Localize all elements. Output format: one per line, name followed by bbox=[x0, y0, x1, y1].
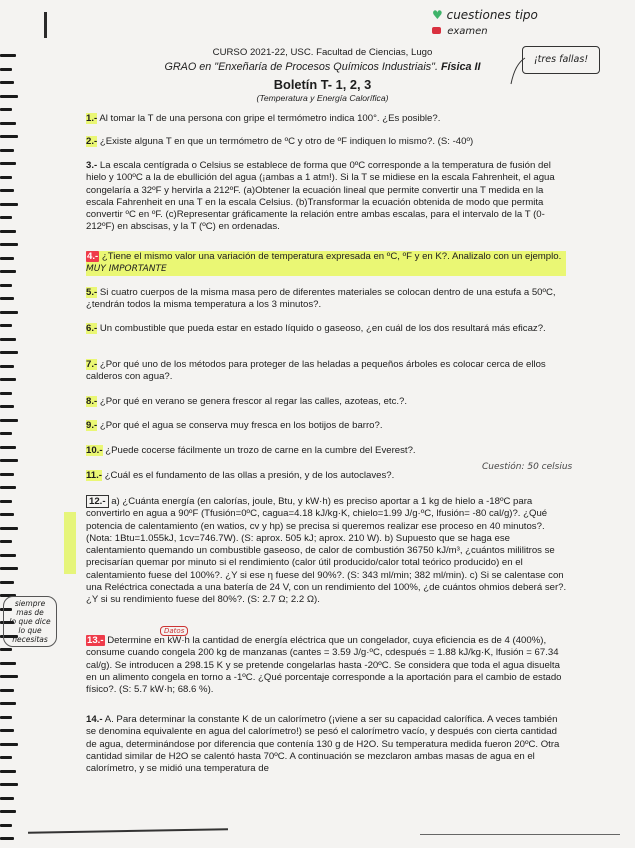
binder-mark bbox=[0, 230, 16, 233]
annotation-small-box: Datos bbox=[160, 626, 188, 636]
binder-mark bbox=[0, 243, 18, 246]
question-12: 12.- a) ¿Cuánta energía (en calorías, joule, Btu, y kW·h) es preciso aportar a 1 kg de hielo a -18ºC para convertirlo en agua a 90ºF (Tfusión=0ºC, cagua=4.18 kJ/kg·K, chielo=1.99 J/g·ºC, lfusión= -80 cal/g)?. ¿Qué potencia de calentamiento (en watios, cv y hp) se precisa si queremos realizar ese proceso en 40 minutos?. (Nota: 1Btu=1.055kJ, 1cv=746.7W). (S: aprox. 505 kJ; aprox. 210 W). b) Supuesto que se haga ese calentamiento quemando un combustible gaseoso, de calor de combustión 36750 kJ/m³, ¿cuántos mililitros se precisarían quemar por minuto si el rendimiento (calor útil producido/calor total teórico producido) en el calentamiento fuese del 100%?. ¿Y si ese η fuese del 90%?. (S: 343 ml/min; 382 ml/min). c) Si se calentase con una Reléctrica conectada a una batería de 24 V, con un rendimiento del 100%, ¿de cuántos ohmios deberá ser?. ¿Y si su rendimiento fuese del 80%?. (S: 2.7 Ω; 2.2 Ω). bbox=[86, 496, 567, 606]
binder-mark bbox=[0, 203, 18, 206]
binder-mark bbox=[0, 810, 16, 813]
binder-mark bbox=[0, 257, 14, 260]
binder-mark bbox=[0, 756, 12, 759]
binder-mark bbox=[0, 648, 12, 651]
question-2: 2.- ¿Existe alguna T en que un termómetro de ºC y otro de ºF indiquen lo mismo?. (S: -40º) bbox=[86, 136, 474, 147]
binder-mark bbox=[0, 338, 16, 341]
binder-mark bbox=[0, 216, 12, 219]
binder-mark bbox=[0, 837, 14, 840]
annotation-examen: examen bbox=[432, 26, 488, 37]
binder-mark bbox=[0, 122, 16, 125]
binder-mark bbox=[0, 176, 12, 179]
binder-mark bbox=[0, 405, 14, 408]
question-1: 1.- Al tomar la T de una persona con gripe el termómetro indica 100°. ¿Es posible?. bbox=[86, 113, 441, 124]
binder-mark bbox=[0, 432, 12, 435]
binder-mark bbox=[0, 459, 18, 462]
binder-mark bbox=[0, 311, 18, 314]
binder-mark bbox=[0, 689, 14, 692]
binder-mark bbox=[0, 702, 16, 705]
binder-mark bbox=[0, 743, 18, 746]
binder-mark bbox=[0, 783, 18, 786]
binder-mark bbox=[0, 662, 16, 665]
green-margin-highlight bbox=[64, 512, 76, 574]
question-10: 10.- ¿Puede cocerse fácilmente un trozo de carne en la cumbre del Everest?. bbox=[86, 445, 416, 456]
annotation-tres-fallas: ¡tres fallas! bbox=[522, 46, 600, 74]
binder-mark bbox=[0, 729, 14, 732]
question-5: 5.- Si cuatro cuerpos de la misma masa pero de diferentes materiales se colocan dentro de una estufa a 50ºC, ¿tendrán todos la misma temperatura a los 3 minutos?. bbox=[86, 287, 556, 311]
binder-mark bbox=[0, 486, 16, 489]
binder-mark bbox=[0, 770, 16, 773]
page-title: Boletín T- 1, 2, 3 bbox=[273, 77, 372, 92]
binder-mark bbox=[0, 567, 18, 570]
binder-mark bbox=[0, 297, 14, 300]
binder-holes bbox=[0, 0, 22, 848]
question-8: 8.- ¿Por qué en verano se genera frescor al regar las calles, azoteas, etc.?. bbox=[86, 396, 408, 407]
course-line: CURSO 2021-22, USC. Facultad de Ciencias, Lugo bbox=[212, 47, 433, 58]
annotation-side-note: siempre mas de lo que dice lo que necesitas bbox=[3, 596, 57, 647]
degree-line bbox=[0, 61, 635, 73]
binder-mark bbox=[0, 675, 18, 678]
bottom-pen-stroke-right bbox=[420, 834, 620, 835]
binder-mark bbox=[0, 392, 12, 395]
binder-mark bbox=[0, 824, 12, 827]
binder-mark bbox=[0, 554, 16, 557]
question-9: 9.- ¿Por qué el agua se conserva muy fresca en los botijos de barro?. bbox=[86, 420, 383, 431]
binder-mark bbox=[0, 527, 18, 530]
annotation-muy-importante: MUY IMPORTANTE bbox=[86, 264, 167, 275]
question-4: 4.- ¿Tiene el mismo valor una variación de temperatura expresada en ºC, ºF y en K?. Analizalo con un ejemplo. MUY IMPORTANTE bbox=[86, 251, 566, 276]
binder-mark bbox=[0, 284, 12, 287]
binder-mark bbox=[0, 446, 16, 449]
binder-mark bbox=[0, 797, 14, 800]
question-7: 7.- ¿Por qué uno de los métodos para proteger de las heladas a pequeños árboles es colocar cerca de ellos calderos con agua?. bbox=[86, 359, 546, 383]
annotation-cuestiones: ♥ cuestiones tipo bbox=[432, 8, 538, 22]
binder-mark bbox=[0, 581, 14, 584]
bottom-pen-stroke bbox=[28, 828, 228, 833]
binder-mark bbox=[0, 135, 18, 138]
question-14: 14.- A. Para determinar la constante K de un calorímetro (¡viene a ser su capacidad calorífica. A veces también se denomina equivalente en agua del calorímetro!) se pesó el calorímetro vacío, y después con cierta cantidad de agua, determinándose por diferencia que contenía 130 g de H2O. Su temperatura medida fueron 20ºC. Otra cantidad similar de H2O se calentó hasta 70ºC. A continuación se mezclaron ambas masas de agua en el calorímetro, y se midió una temperatura de bbox=[86, 714, 560, 775]
binder-mark bbox=[0, 351, 18, 354]
binder-mark bbox=[0, 108, 12, 111]
question-3: 3.- La escala centígrada o Celsius se establece de forma que 0ºC corresponde a la temperatura de fusión del hielo y 100ºC a la de ebullición del agua (¡ambas a 1 atm!). Si la T se midiese en la escala Fahrenheit, el agua congelaría a 32ºF y hervirla a 212ºF. (a)Obtener la ecuación lineal que permite convertir una T medida en la escala Fahrenheit en una T en la escala Celsius. (b)Transformar la ecuación obtenida de modo que permita convertir ºC en ºF. (c)Representar gráficamente la relación entre ambas escalas, para el intervalo de la T (0-212ºF) en abscisas, y la T (ºC) en ordenadas. bbox=[86, 160, 555, 233]
degree-text: GRAO en "Enxeñaría de Procesos Químicos Industriais". bbox=[164, 61, 438, 73]
question-6: 6.- Un combustible que pueda estar en estado líquido o gaseoso, ¿en cuál de los dos resultará más eficaz?. bbox=[86, 323, 546, 334]
binder-mark bbox=[0, 473, 14, 476]
page-subtitle: (Temperatura y Energía Calorífica) bbox=[256, 93, 389, 103]
binder-mark bbox=[0, 716, 12, 719]
binder-mark bbox=[0, 324, 12, 327]
question-13: 13.- Determine en kW·h la cantidad de energía eléctrica que un congelador, cuya eficiencia es de 4 (400%), consume cuando congela 200 kg de manzanas (cantes = 3.59 J/g·ºC, cdespués = 1.88 kJ/kg·K, lfusión = 67.34 cal/g). Se introducen a 298.15 K y se pretende congelarlas hasta -20ºC. Se considera que toda el agua disuelta en un alimento congela en torno a -1ºC. ¿Qué porcentaje corresponde a la aportación para el cambio de estado físico?. (S: 5.7 kW·h; 68.6 %). bbox=[86, 635, 562, 696]
binder-mark bbox=[0, 270, 16, 273]
binder-mark bbox=[0, 378, 16, 381]
subject-text: Física II bbox=[440, 61, 481, 73]
binder-mark bbox=[0, 500, 12, 503]
binder-mark bbox=[0, 419, 18, 422]
binder-mark bbox=[0, 365, 14, 368]
binder-mark bbox=[0, 162, 16, 165]
binder-mark bbox=[0, 540, 12, 543]
binder-mark bbox=[0, 513, 14, 516]
binder-mark bbox=[0, 189, 14, 192]
pen-bracket-mark bbox=[44, 12, 47, 38]
question-11: 11.- ¿Cuál es el fundamento de las ollas a presión, y de los autoclaves?. bbox=[86, 470, 395, 481]
annotation-right-note: Cuestión: 50 celsius bbox=[482, 462, 573, 472]
binder-mark bbox=[0, 149, 14, 152]
